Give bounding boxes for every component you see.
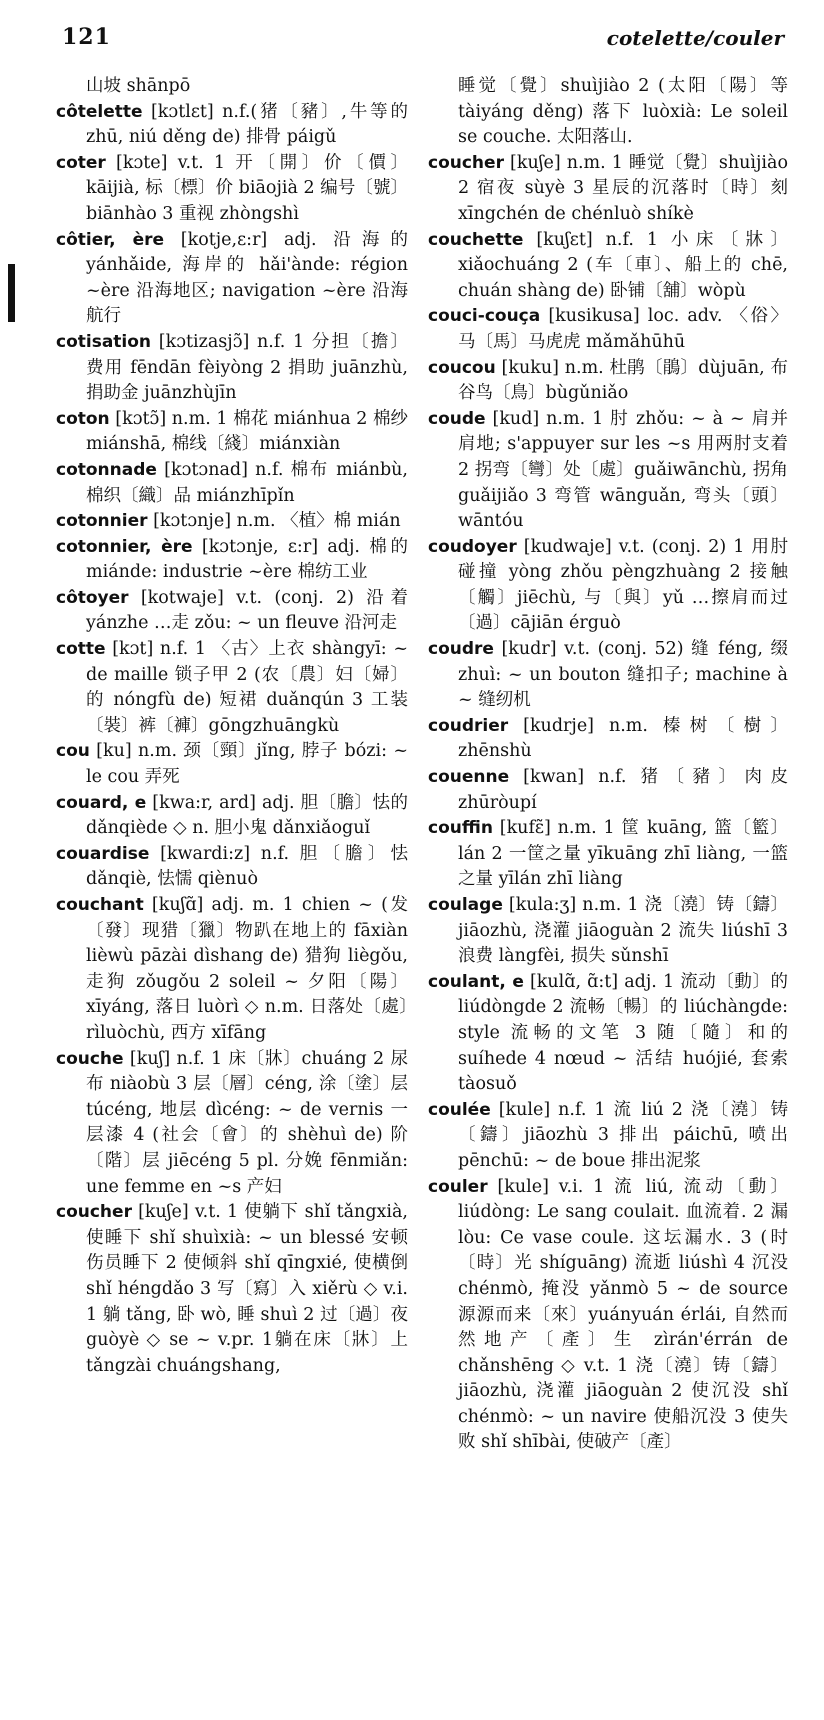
entry-definition: [kwa:r, ard] adj. 胆〔膽〕怯的 dǎnqiède ◇ n. 胆小鬼 dǎnxiǎoguǐ [86, 792, 408, 839]
dictionary-entry [56, 586, 408, 637]
entry-definition: [kula:ʒ] n.m. 1 浇〔澆〕铸〔鑄〕jiāozhù, 浇灌 jiāoguàn 2 流失 liúshī 3 浪费 làngfèi, 损失 sǔnshī [458, 895, 788, 967]
entry-definition: [kuku] n.m. 杜鹃〔鵑〕dùjuān, 布谷鸟〔鳥〕bùgǔniǎo [458, 357, 788, 404]
entry-definition: [kɔtɔnje] n.m. 〈植〉棉 mián [147, 511, 401, 532]
entry-definition: [kɔt] n.f. 1 〈古〉上衣 shàngyī: ~ de maille 锁子甲 2 (农〔農〕妇〔婦〕的 nóngfù de) 短裙 duǎnqún 3 工装〔裝〕裤〔褲〕gōngzhuāngkù [86, 639, 408, 736]
entry-headword: couenne [428, 767, 510, 788]
entry-definition: [kule] v.i. 1 流 liú, 流动〔動〕liúdòng: Le sang coulait. 血流着. 2 漏 lòu: Ce vase coule. 这坛漏水. 3 (时〔時〕光 shíguāng) 流逝 liúshì 4 沉没 chénmò, 掩没 yǎnmò 5 ~ de source 源源而来〔來〕yuányuán érlái, 自然而然地产〔產〕生 zìrán'érrán de chǎnshēng ◇ v.t. 1 浇〔澆〕铸〔鑄〕jiāozhù, 浇灌 jiāoguàn 2 使沉没 shǐ chénmò: ~ un navire 使船沉没 3 使失败 shǐ shībài, 使破产〔產〕 [458, 1176, 788, 1453]
dictionary-entry [56, 228, 408, 330]
entry-definition: [kotwaje] v.t. (conj. 2) 沿着 yánzhe …走 zǒu: ~ un fleuve 沿河走 [86, 587, 408, 634]
dictionary-entry [428, 74, 788, 151]
dictionary-entry [428, 816, 788, 893]
entry-definition: [kudrje] n.m. 榛树〔樹〕zhēnshù [458, 715, 788, 762]
dictionary-entry [56, 330, 408, 407]
entry-definition: [ku] n.m. 颈〔頸〕jǐng, 脖子 bózi: ~ le cou 弄死 [86, 741, 408, 788]
entry-definition: 睡觉〔覺〕shuìjiào 2 (太阳〔陽〕等 tàiyáng děng) 落下 luòxià: Le soleil se couche. 太阳落山. [458, 76, 788, 148]
entry-headword: coucou [428, 357, 496, 378]
entry-headword: couche [56, 1048, 124, 1069]
left-column [56, 74, 408, 1379]
entry-headword: coton [56, 408, 110, 429]
page-number: 121 [62, 24, 111, 50]
entry-definition: [kuʃɑ̃] adj. m. 1 chien ~ (发〔發〕现猎〔獵〕物趴在地上的 fāxiàn lièwù pāzài dìshang de) 猎狗 liègǒu, 走狗 zǒugǒu 2 soleil ~ 夕阳〔陽〕xīyáng, 落日 luòrì ◇ n.m. 日落处〔處〕rìluòchù, 西方 xīfāng [86, 895, 408, 1043]
dictionary-entry [56, 791, 408, 842]
entry-headword: couffin [428, 818, 493, 839]
dictionary-entry [56, 739, 408, 790]
entry-definition: [kusikusa] loc. adv. 〈俗〉马〔馬〕马虎虎 mǎmǎhūhū [458, 306, 788, 352]
right-column [428, 74, 788, 1456]
entry-headword: cotonnier [56, 511, 148, 532]
entry-headword: coulée [428, 1099, 491, 1120]
entry-definition: [kwan] n.f. 猪〔豬〕肉皮 zhūròupí [458, 767, 788, 813]
dictionary-entry [428, 304, 788, 355]
entry-headword: coulant, e [428, 971, 524, 992]
page-header [0, 24, 824, 64]
entry-headword: coucher [56, 1202, 132, 1223]
dictionary-entry [56, 637, 408, 739]
entry-definition: [kɔtɔ̃] n.m. 1 棉花 miánhua 2 棉纱 miánshā, 棉线〔綫〕miánxiàn [86, 408, 408, 455]
entry-headword: coudrier [428, 715, 509, 736]
dictionary-entry [56, 893, 408, 1047]
entry-definition: [kuʃe] n.m. 1 睡觉〔覺〕shuìjiào 2 宿夜 sùyè 3 星辰的沉落时〔時〕刻 xīngchén de chénluò shíkè [458, 152, 788, 224]
dictionary-entry [56, 407, 408, 458]
entry-headword: couardise [56, 843, 150, 864]
entry-headword: cotonnier, ère [56, 536, 193, 557]
dictionary-entry [56, 151, 408, 228]
dictionary-entry [428, 970, 788, 1098]
dictionary-entry [428, 1098, 788, 1175]
entry-headword: couci-couça [428, 306, 541, 327]
dictionary-entry [56, 1047, 408, 1201]
entry-definition: [kuʃ] n.f. 1 床〔牀〕chuáng 2 尿布 niàobù 3 层〔層〕céng, 涂〔塗〕层 túcéng, 地层 dìcéng: ~ de vernis 一层漆 4 (社会〔會〕的 shèhuì de) 阶〔階〕层 jiēcéng 5 pl. 分娩 fēnmiǎn: une femme en ~s 产妇 [86, 1048, 408, 1197]
dictionary-entry [56, 100, 408, 151]
dictionary-entry [56, 842, 408, 893]
dictionary-entry [428, 151, 788, 228]
entry-definition: 山坡 shānpō [86, 76, 191, 96]
entry-headword: coulage [428, 895, 503, 915]
dictionary-entry [428, 765, 788, 816]
entry-headword: cotte [56, 639, 106, 660]
entry-headword: côtoyer [56, 587, 129, 608]
dictionary-entry [428, 637, 788, 714]
entry-definition: [kudwaje] v.t. (conj. 2) 1 用肘碰撞 yòng zhǒu pèngzhuàng 2 接触〔觸〕jiēchù, 与〔與〕yǔ …擦肩而过〔過〕cājiān érguò [458, 536, 788, 634]
dictionary-entry [428, 356, 788, 407]
entry-headword: cou [56, 741, 90, 762]
entry-headword: coude [428, 408, 486, 429]
margin-thumb-mark [8, 264, 15, 322]
entry-definition: [kɔtizasjɔ̃] n.f. 1 分担〔擔〕费用 fēndān fèiyòng 2 捐助 juānzhù, 捐助金 juānzhùjīn [86, 331, 408, 404]
entry-definition: [kulɑ̃, ɑ̃:t] adj. 1 流动〔動〕的 liúdòngde 2 流畅〔暢〕的 liúchàngde: style 流畅的文笔 3 随〔隨〕和的 suíhede 4 nœud ~ 活结 huójié, 套索 tàosuǒ [458, 971, 788, 1095]
entry-definition: [kɔte] v.t. 1 开〔開〕价〔價〕kāijià, 标〔標〕价 biāojià 2 编号〔號〕biānhào 3 重视 zhòngshì [86, 152, 408, 224]
dictionary-entry [56, 74, 408, 100]
entry-headword: couard, e [56, 792, 147, 813]
entry-definition: [kuʃe] v.t. 1 使躺下 shǐ tǎngxià, 使睡下 shǐ shuìxià: ~ un blessé 安顿伤员睡下 2 使倾斜 shǐ qīngxié, 使横倒 shǐ héngdǎo 3 写〔寫〕入 xiěrù ◇ v.i. 1 躺 tǎng, 卧 wò, 睡 shuì 2 过〔過〕夜 guòyè ◇ se ~ v.pr. 1躺在床〔牀〕上 tǎngzài chuángshang, [86, 1202, 408, 1376]
entry-definition: [kule] n.f. 1 流 liú 2 浇〔澆〕铸〔鑄〕jiāozhù 3 排出 páichū, 喷出 pēnchū: ~ de boue 排出泥浆 [458, 1099, 788, 1171]
entry-definition: [kuʃɛt] n.f. 1 小床〔牀〕xiǎochuáng 2 (车〔車〕、船上的 chē, chuán shàng de) 卧铺〔舖〕wòpù [458, 229, 788, 301]
entry-definition: [kɔtlɛt] n.f.(猪〔豬〕,牛等的 zhū, niú děng de) 排骨 páigǔ [86, 101, 408, 148]
dictionary-entry [56, 1200, 408, 1379]
entry-headword: cotisation [56, 331, 152, 352]
entry-definition: [kotje,ɛ:r] adj. 沿海的 yánhǎide, 海岸的 hǎi'ànde: région ~ère 沿海地区; navigation ~ère 沿海航行 [86, 229, 408, 327]
entry-definition: [kudr] v.t. (conj. 52) 缝 féng, 缀 zhuì: ~ un bouton 缝扣子; machine à ~ 缝纫机 [458, 639, 788, 711]
entry-headword: coter [56, 152, 106, 173]
entry-headword: côtelette [56, 101, 143, 122]
dictionary-entry [428, 228, 788, 305]
entry-headword: côtier, ère [56, 229, 165, 250]
dictionary-entry [56, 509, 408, 535]
entry-headword: couchette [428, 229, 524, 250]
dictionary-entry [428, 407, 788, 535]
dictionary-entry [56, 458, 408, 509]
dictionary-entry [428, 714, 788, 765]
dictionary-entry [56, 535, 408, 586]
entry-definition: [kɔtɔnad] n.f. 棉布 miánbù, 棉织〔織〕品 miánzhīpǐn [86, 459, 408, 506]
entry-headword: couchant [56, 895, 144, 915]
entry-definition: [kɔtɔnje, ɛ:r] adj. 棉的 miánde: industrie ~ère 棉纺工业 [86, 536, 408, 583]
dictionary-entry [428, 535, 788, 637]
dictionary-entry [428, 893, 788, 970]
entry-headword: coucher [428, 152, 504, 173]
running-head: cotelette/couler [606, 26, 784, 50]
entry-definition: [kwardi:z] n.f. 胆〔膽〕怯 dǎnqiè, 怯懦 qiènuò [86, 843, 408, 890]
entry-definition: [kufɛ̃] n.m. 1 筐 kuāng, 篮〔籃〕lán 2 一筐之量 yīkuāng zhī liàng, 一篮之量 yīlán zhī liàng [458, 818, 788, 890]
entry-headword: couler [428, 1176, 488, 1197]
entry-headword: coudre [428, 639, 494, 660]
entry-headword: coudoyer [428, 536, 517, 557]
dictionary-entry [428, 1175, 788, 1457]
entry-headword: cotonnade [56, 459, 157, 480]
entry-definition: [kud] n.m. 1 肘 zhǒu: ~ à ~ 肩并肩地; s'appuyer sur les ~s 用两肘支着 2 拐弯〔彎〕处〔處〕guǎiwānchù, 拐角 guǎijiǎo 3 弯管 wānguǎn, 弯头〔頭〕wāntóu [458, 408, 788, 532]
